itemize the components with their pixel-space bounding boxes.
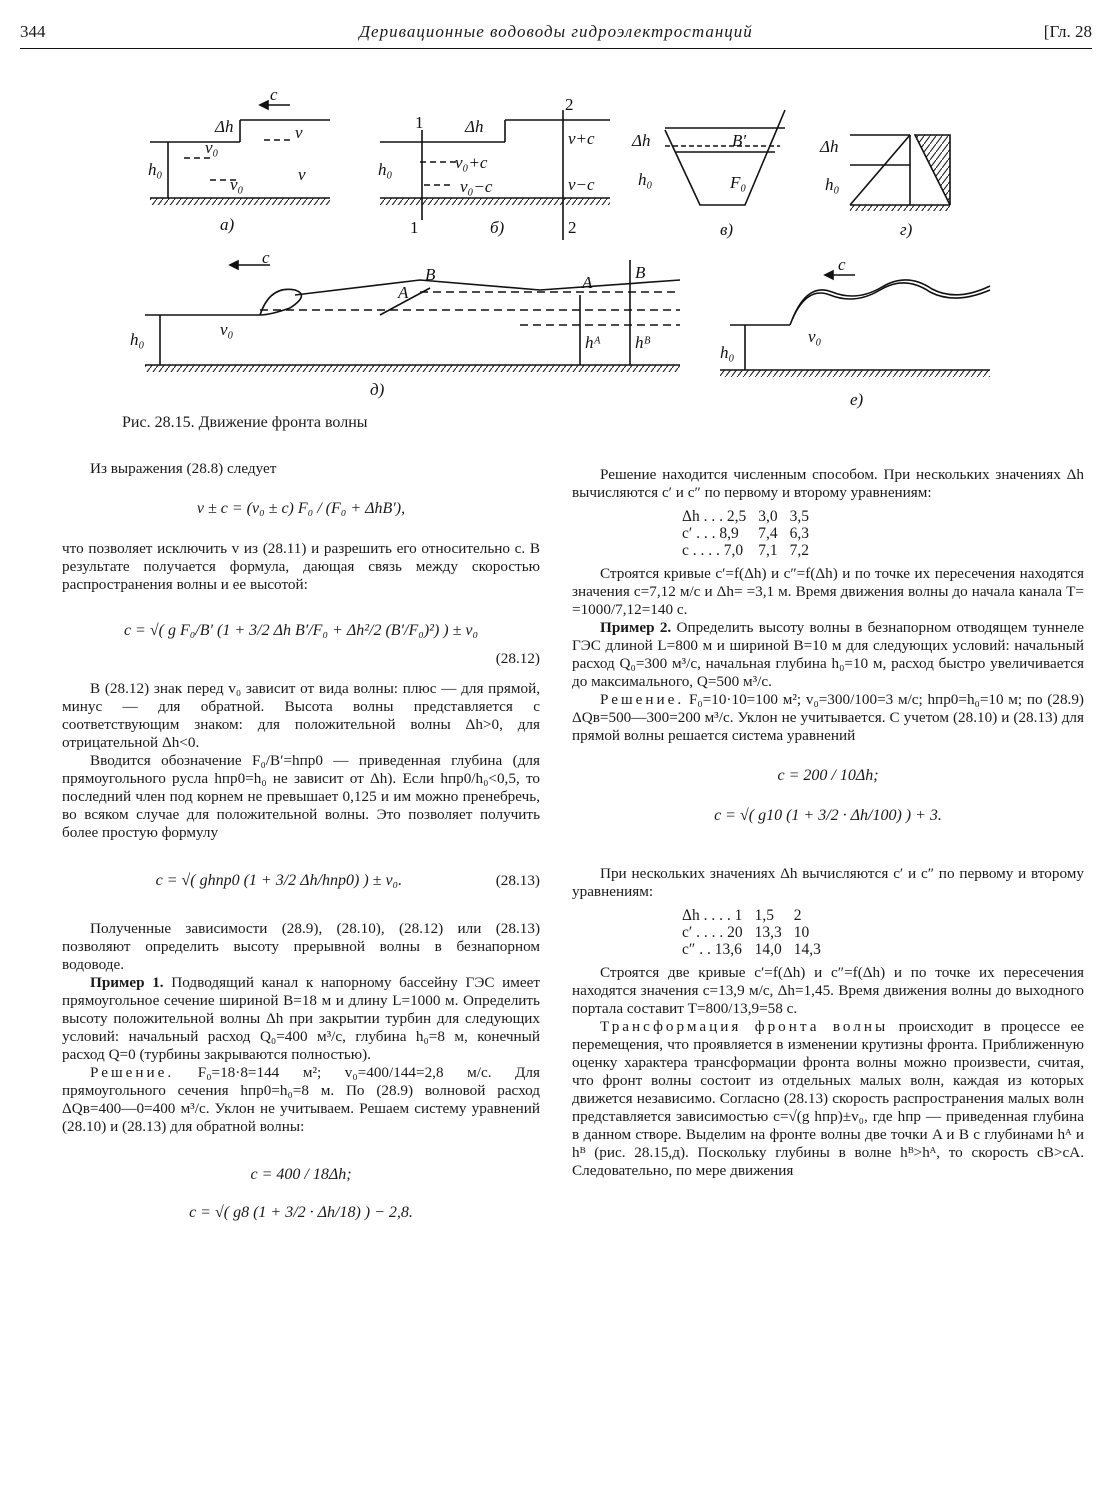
table-row: c′ . . . . 20 13,3 10 (682, 924, 810, 941)
left-p1: Из выражения (28.8) следует (90, 460, 277, 477)
lbl-d-B: B (425, 265, 436, 284)
left-column (62, 460, 540, 1222)
left-p2: что позволяет исключить v из (28.11) и разрешить его относительно c. В результате получается формула, дающая связь между скоростью распространения волны и ее высотой: (62, 540, 540, 593)
panel-v (665, 110, 785, 205)
formula-ex2-a: c = 200 / 10Δh; (777, 767, 879, 784)
table-ex2 (682, 907, 833, 958)
right-p6: Строятся две кривые c′=f(Δh) и c″=f(Δh) и по точке их пересечения находятся значения c=13,9 м/с, Δh=1,45. Время движения волны до выходного портала составит T=800/13,9=58 с. (572, 964, 1084, 1017)
lbl-b-h0: h₀ (378, 160, 393, 179)
lbl-d-hB: hᴮ (635, 333, 651, 352)
lbl-a-v0b: v₀ (230, 175, 244, 194)
lbl-d-A: A (398, 283, 409, 302)
solution2-text: F₀=10·10=100 м²; v₀=300/100=3 м/с; hпр0=h₀=10 м; по (28.9) ΔQв=500—300=200 м³/с. Уклон не учитывается. С учетом (28.10) и (28.13) для прямой волны решается система уравнений (572, 691, 1084, 744)
lbl-v-f0: F₀ (730, 173, 747, 192)
lbl-a-c: c (270, 85, 278, 104)
table-ex1 (682, 508, 821, 559)
lbl-a-dh: Δh (215, 117, 234, 136)
lbl-v: в) (720, 220, 734, 239)
lbl-d-hA: hᴬ (585, 333, 601, 352)
lbl-b-2b: 2 (568, 218, 577, 237)
transformation-head: Трансформация фронта волны (600, 1018, 889, 1035)
formula-28-13: c = √( ghпр0 (1 + 3/2 Δh/hпр0) ) ± v₀. (155, 872, 403, 889)
solution1-text: F₀=18·8=144 м²; v₀=400/144=2,8 м/с. Для прямоугольного сечения hпр0=h₀=8 м. По (28.9) волновой расход ΔQв=400—0=400 м³/с. Уклон не учитываем. Решаем систему уравнений (28.10) и (28.13) для обратной волны: (62, 1064, 540, 1135)
example2-head: Пример 2. (600, 619, 672, 636)
lbl-b-1b: 1 (410, 218, 419, 237)
lbl-g-h0: h₀ (825, 175, 840, 194)
example2-text: Определить высоту волны в безнапорном отводящем туннеле ГЭС длиной L=800 м и шириной B=10 м для следующих условий: начальный расход Q₀=300 м³/с, начальная глубина h₀=10 м, расход быстро увеличивается до максимального, Q=500 м³/с. (572, 619, 1085, 690)
lbl-b-vmc: v−c (568, 175, 595, 194)
lbl-b-1: 1 (415, 113, 424, 132)
table-row: c″ . . 13,6 14,0 14,3 (682, 941, 821, 958)
table-row: c . . . . 7,0 7,1 7,2 (682, 542, 809, 559)
page-number: 344 (20, 22, 46, 41)
header-rule (20, 48, 1092, 49)
formula-28-12: c = √( g F₀/B′ (1 + 3/2 Δh B′/F₀ + Δh²/2 (B′/F₀)²) ) ± v₀ (123, 622, 479, 639)
solution1-head: Решение. (90, 1064, 175, 1081)
lbl-e: е) (850, 390, 864, 409)
example1-text: Подводящий канал к напорному бассейну ГЭС имеет прямоугольное сечение шириной B=18 м и длину L=1000 м. Определить высоту положительной волны Δh при закрытии турбин для следующих условий: начальный расход Q₀=400 м³/с, глубина h₀=8 м, конечный расход Q=0 (турбины закрываются полностью). (62, 974, 540, 1063)
formula-ex1-a: c = 400 / 18Δh; (250, 1166, 352, 1183)
lbl-d-h0: h₀ (130, 330, 145, 349)
lbl-e-c: c (838, 255, 846, 274)
panel-e (720, 271, 990, 377)
eq-num-28-13: (28.13) (495, 872, 540, 889)
lbl-d-v0: v₀ (220, 320, 234, 339)
lbl-v-h0: h₀ (638, 170, 653, 189)
lbl-b-v0mc: v₀−c (460, 177, 493, 196)
lbl-g-dh: Δh (820, 137, 839, 156)
lbl-v-bp: B′ (732, 131, 747, 150)
lbl-b-dh: Δh (465, 117, 484, 136)
lbl-a-v: v (295, 123, 303, 142)
lbl-d: д) (370, 380, 385, 399)
formula-ex2-b: c = √( g10 (1 + 3/2 · Δh/100) ) + 3. (714, 807, 942, 824)
lbl-e-h0: h₀ (720, 343, 735, 362)
lbl-a: а) (220, 215, 235, 234)
lbl-d-A2: A (582, 273, 593, 292)
lbl-a-vb: v (298, 165, 306, 184)
table-row: c′ . . . 8,9 7,4 6,3 (682, 525, 809, 542)
left-p5: Полученные зависимости (28.9), (28.10), (28.12) или (28.13) позволяют определить высоту прерывной волны в безнапорном водоводе. (62, 920, 540, 973)
lbl-b-vc: v+c (568, 129, 595, 148)
right-p2: Строятся кривые c′=f(Δh) и c″=f(Δh) и по точке их пересечения находятся значения c=7,12 м/с и Δh= =3,1 м. Время движения волны до начала канала T= =1000/7,12=140 с. (572, 565, 1084, 618)
chapter-label: [Гл. 28 (1043, 22, 1092, 41)
lbl-g: г) (900, 220, 913, 239)
right-p1: Решение находится численным способом. При нескольких значениях Δh вычисляются c′ и c″ по первому и второму уравнениям: (572, 466, 1084, 501)
lbl-d-c: c (262, 248, 270, 267)
lbl-d-B2: B (635, 263, 646, 282)
left-p3: В (28.12) знак перед v₀ зависит от вида волны: плюс — для прямой, минус — для обратной. Высота волны представляется с соответствующим знаком: для положительной волны Δh>0, для отрицательной Δh<0. (62, 680, 540, 751)
panel-g (850, 135, 950, 211)
panel-d (145, 260, 680, 372)
figure-caption: Рис. 28.15. Движение фронта волны (122, 414, 368, 431)
table-row: Δh . . . 2,5 3,0 3,5 (682, 508, 809, 525)
lbl-v-dh: Δh (632, 131, 651, 150)
formula-v-c: v ± c = (v₀ ± c) F₀ / (F₀ + ΔhB′), (196, 500, 406, 517)
lbl-b-v0c: v₀+c (455, 153, 488, 172)
page-header (20, 22, 1092, 48)
formula-ex1-b: c = √( g8 (1 + 3/2 · Δh/18) ) − 2,8. (189, 1204, 413, 1221)
transformation-text: происходит в процессе ее перемещения, что проявляется в изменении крутизны фронта. Приближенную оценку характера трансформации фронта волны можно произвести, считая, что фронт волны состоит из отдельных малых волн, каждая из которых движется независимо. Согласно (28.13) скорость распространения малых волн представляется зависимостью c=√(g hпр)±v₀, где hпр — приведенная глубина в данном створе. Выделим на фронте волны две точки A и B с глубинами hᴬ и hᴮ (рис. 28.15,д). Поскольку глубины в волне hᴮ>hᴬ, то скорость cB>cA. Следовательно, по мере движения (572, 1018, 1084, 1179)
running-title: Деривационные водоводы гидроэлектростанций (359, 22, 753, 41)
right-column (572, 466, 1084, 1180)
example1-head: Пример 1. (90, 974, 164, 991)
figure-28-15 (120, 80, 1000, 410)
lbl-e-v0: v₀ (808, 327, 822, 346)
lbl-b: б) (490, 218, 505, 237)
lbl-a-h0: h₀ (148, 160, 163, 179)
eq-num-28-12: (28.12) (495, 650, 540, 667)
table-row: Δh . . . . 1 1,5 2 (682, 907, 802, 924)
lbl-a-v0: v₀ (205, 138, 219, 157)
lbl-b-2: 2 (565, 95, 574, 114)
right-p5: При нескольких значениях Δh вычисляются c′ и c″ по первому и второму уравнениям: (572, 865, 1084, 900)
left-p4: Вводится обозначение F₀/B′=hпр0 — приведенная глубина (для прямоугольного русла hпр0=h₀ не зависит от Δh). Если hпр0/h₀<0,5, то последний член под корнем не превышает 0,125 и им можно пренебречь, во всяком случае для положительной волны. Это позволяет получить более простую формулу (62, 752, 540, 841)
solution2-head: Решение. (600, 691, 685, 708)
